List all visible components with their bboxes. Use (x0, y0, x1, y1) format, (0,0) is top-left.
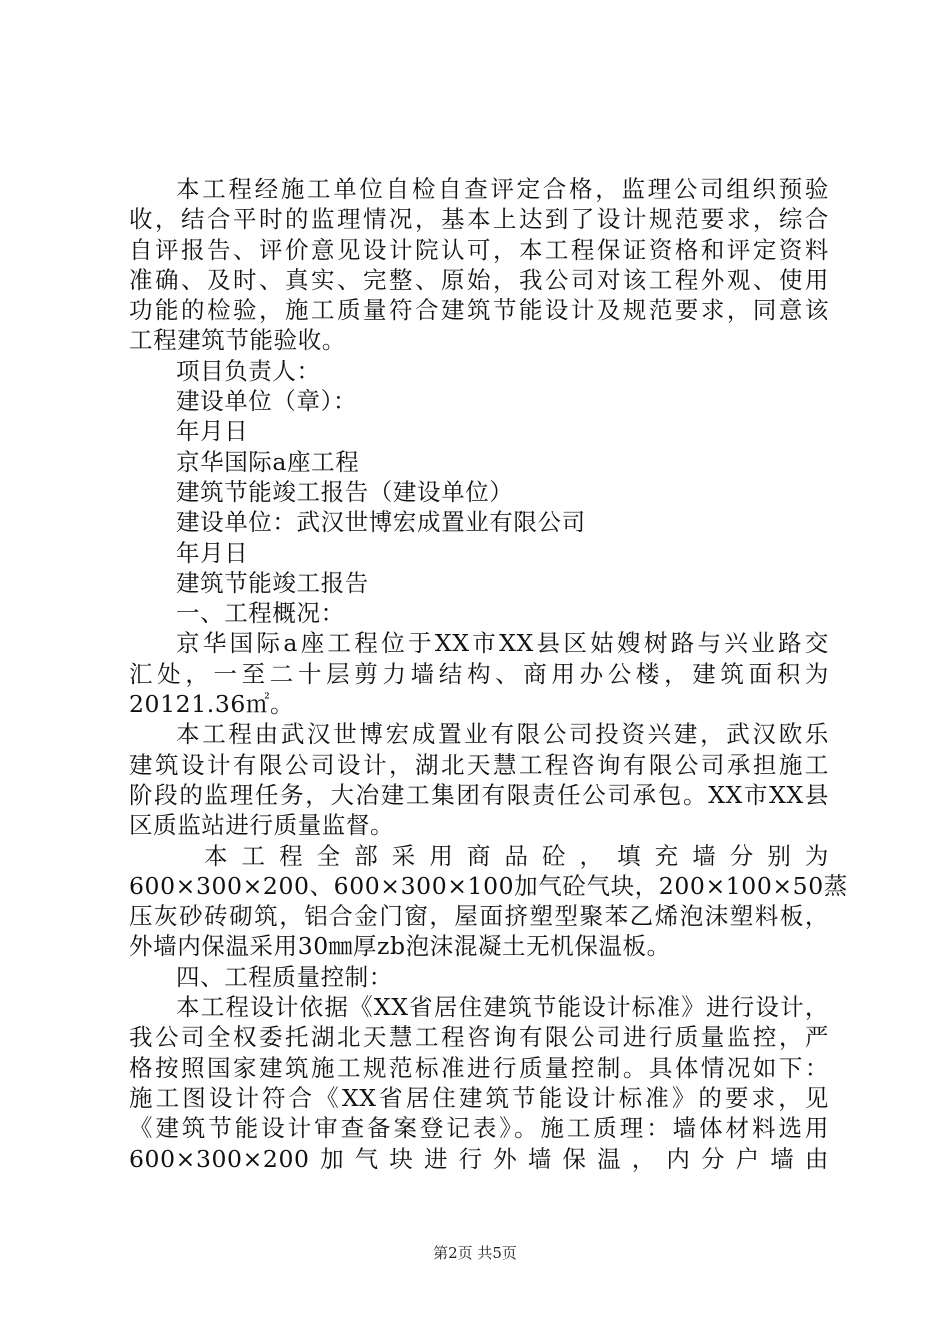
construction-unit-name: 建设单位：武汉世博宏成置业有限公司 (176, 508, 586, 537)
paragraph-line: 自评报告、评价意见设计院认可，本工程保证资格和评定资料 (129, 235, 829, 264)
paragraph-line: 汇处，一至二十层剪力墙结构、商用办公楼，建筑面积为 (129, 659, 829, 688)
paragraph-line: 建筑设计有限公司设计，湖北天慧工程咨询有限公司承担施工 (129, 750, 829, 779)
report-heading: 建筑节能竣工报告 (176, 568, 369, 597)
report-title: 建筑节能竣工报告（建设单位） (176, 477, 514, 506)
date-placeholder: 年月日 (176, 417, 249, 446)
paragraph-line: 600×300×200加气块进行外墙保温，内分户墙由 (129, 1144, 829, 1173)
section-heading-overview: 一、工程概况： (176, 599, 345, 628)
paragraph-line: 本工程全部采用商品砼，填充墙分别为 (204, 841, 829, 870)
paragraph-line: 区质监站进行质量监督。 (129, 811, 395, 840)
date-placeholder: 年月日 (176, 538, 249, 567)
paragraph-line: 600×300×200、600×300×100加气砼气块，200×100×50蒸 (129, 871, 848, 900)
paragraph-line: 准确、及时、真实、完整、原始，我公司对该工程外观、使用 (129, 265, 829, 294)
paragraph-line: 本工程由武汉世博宏成置业有限公司投资兴建，武汉欧乐 (176, 720, 829, 749)
paragraph-line: 本工程经施工单位自检自查评定合格，监理公司组织预验 (176, 175, 829, 203)
paragraph-line: 我公司全权委托湖北天慧工程咨询有限公司进行质量监控，严 (129, 1023, 829, 1052)
section-heading-quality-control: 四、工程质量控制： (176, 962, 393, 991)
paragraph-line: 外墙内保温采用30㎜厚zb泡沫混凝土无机保温板。 (129, 932, 671, 961)
paragraph-line: 阶段的监理任务，大冶建工集团有限责任公司承包。XX市XX县 (129, 780, 829, 809)
paragraph-line: 京华国际a座工程位于XX市XX县区姑嫂树路与兴业路交 (176, 629, 829, 658)
paragraph-line: 工程建筑节能验收。 (129, 326, 346, 355)
paragraph-line: 《建筑节能设计审查备案登记表》。施工质理：墙体材料选用 (129, 1114, 829, 1143)
signature-label-project-leader: 项目负责人： (176, 356, 321, 385)
paragraph-line: 施工图设计符合《XX省居住建筑节能设计标准》的要求，见 (129, 1083, 829, 1112)
paragraph-line: 本工程设计依据《XX省居住建筑节能设计标准》进行设计， (176, 993, 829, 1022)
paragraph-line: 功能的检验，施工质量符合建筑节能设计及规范要求，同意该 (129, 296, 829, 325)
paragraph-line: 压灰砂砖砌筑，铝合金门窗，屋面挤塑型聚苯乙烯泡沫塑料板， (129, 902, 829, 931)
document-body (129, 174, 848, 1174)
paragraph-line: 格按照国家建筑施工规范标准进行质量控制。具体情况如下： (129, 1053, 829, 1082)
signature-label-construction-unit: 建设单位（章）： (176, 387, 358, 416)
project-name: 京华国际a座工程 (176, 447, 360, 476)
paragraph-line: 收，结合平时的监理情况，基本上达到了设计规范要求，综合 (129, 205, 829, 234)
page-number-footer: 第2页 共5页 (433, 1244, 517, 1262)
paragraph-line: 20121.36㎡。 (129, 690, 295, 719)
